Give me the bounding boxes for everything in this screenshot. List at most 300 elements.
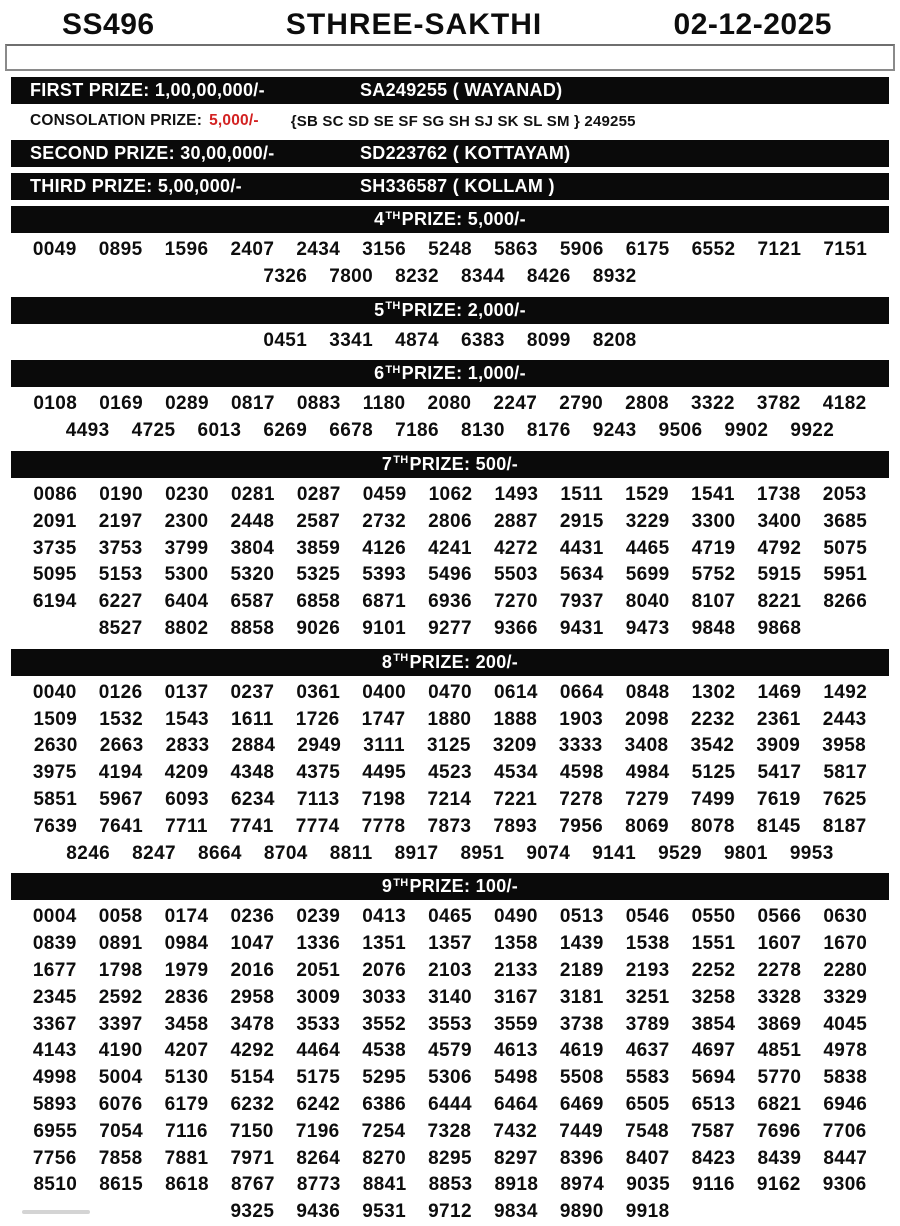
prize-section-header-8th	[11, 649, 889, 676]
prize-number: 9116	[692, 1174, 735, 1196]
prize-number: 0848	[625, 681, 670, 703]
prize-number: 3322	[691, 393, 735, 415]
prize-number: 7881	[164, 1147, 209, 1169]
prize-number: 5393	[362, 564, 407, 586]
prize-number: 6871	[362, 591, 407, 613]
prize-section-header-5th	[11, 297, 889, 324]
draw-date: 02-12-2025	[673, 8, 832, 41]
prize-number: 9366	[493, 617, 538, 639]
prize-number: 1180	[362, 393, 406, 415]
prize-number: 2949	[297, 735, 342, 757]
prize-number: 1541	[691, 483, 735, 505]
prize-number: 6383	[461, 329, 505, 351]
prize-number: 3258	[691, 986, 736, 1008]
number-row	[0, 509, 900, 536]
prize-number: 6513	[691, 1093, 736, 1115]
number-row	[0, 1146, 900, 1173]
prize-number: 3251	[625, 986, 670, 1008]
prize-number: 1596	[164, 239, 209, 260]
prize-number: 4874	[395, 329, 439, 351]
prize-number: 3397	[98, 1013, 143, 1035]
prize-number: 7756	[32, 1147, 77, 1169]
prize-number: 3400	[757, 510, 802, 532]
prize-number: 1607	[757, 933, 802, 955]
prize-number: 0839	[32, 933, 77, 955]
prize-number: 6242	[296, 1093, 341, 1115]
prize-number: 3341	[329, 329, 374, 351]
prize-number: 3869	[757, 1013, 802, 1035]
prize-numbers-7th	[0, 482, 900, 643]
prize-number: 2103	[428, 959, 472, 981]
prize-number: 2663	[99, 735, 144, 757]
prize-number: 1351	[362, 933, 407, 955]
prize-number: 6013	[197, 420, 242, 442]
prize-number: 0049	[32, 239, 77, 260]
prize-number: 1903	[559, 708, 604, 730]
prize-ordinal: 6	[374, 363, 385, 384]
prize-number: 3542	[690, 735, 735, 757]
prize-number: 3367	[32, 1013, 77, 1035]
prize-number: 8773	[296, 1174, 341, 1196]
prize-number: 7196	[295, 1120, 340, 1142]
prize-number: 5503	[493, 564, 538, 586]
prize-number: 3458	[164, 1013, 209, 1035]
prize-number: 3799	[164, 537, 209, 559]
prize-ordinal: 8	[381, 651, 393, 672]
prize-numbers-8th	[0, 680, 900, 868]
prize-number: 8099	[526, 329, 571, 351]
prize-number: 8802	[164, 617, 209, 639]
prize-number: 1670	[823, 933, 868, 955]
prize-number: 0040	[32, 681, 77, 703]
prize-numbers-9th	[0, 904, 900, 1226]
third-prize-label: THIRD PRIZE: 5,00,000/-	[30, 176, 242, 196]
third-prize-bar	[11, 173, 889, 200]
prize-number: 7449	[559, 1120, 604, 1142]
prize-number: 8618	[165, 1174, 209, 1196]
second-prize-bar	[11, 140, 889, 167]
prize-number: 2300	[164, 510, 209, 532]
prize-number: 0174	[164, 906, 209, 928]
prize-number: 8447	[823, 1147, 868, 1169]
prize-number: 8841	[362, 1174, 407, 1196]
prize-number: 8297	[493, 1147, 538, 1169]
prize-number: 2592	[98, 986, 143, 1008]
prize-number: 5300	[164, 564, 209, 586]
prize-number: 1439	[559, 933, 604, 955]
prize-number: 0451	[263, 329, 308, 351]
prize-number: 2884	[231, 735, 276, 757]
prize-number: 4579	[428, 1040, 472, 1062]
prize-number: 1611	[230, 708, 274, 730]
prize-number: 3478	[230, 1013, 275, 1035]
prize-ordinal-suffix: TH	[393, 652, 409, 665]
prize-number: 6858	[296, 591, 341, 613]
prize-number: 5498	[493, 1067, 538, 1089]
prize-number: 2808	[625, 393, 670, 415]
prize-number: 5325	[296, 564, 341, 586]
prize-amount-label: PRIZE: 1,000/-	[401, 363, 526, 384]
prize-number: 7971	[230, 1147, 275, 1169]
prize-number: 2016	[230, 959, 275, 981]
prize-number: 2232	[691, 708, 735, 730]
search-box-container	[0, 44, 900, 71]
prize-number: 5496	[428, 564, 472, 586]
prize-number: 3300	[691, 510, 736, 532]
prize-number: 3909	[756, 735, 801, 757]
prize-number: 0984	[164, 933, 209, 955]
prize-number: 6444	[428, 1093, 472, 1115]
prize-number: 8246	[66, 842, 111, 864]
prize-number: 4464	[296, 1040, 341, 1062]
prize-number: 6946	[823, 1093, 868, 1115]
prize-number: 0891	[98, 933, 143, 955]
prize-number: 3009	[296, 986, 341, 1008]
prize-number: 5295	[362, 1067, 407, 1089]
prize-numbers-6th	[0, 391, 900, 445]
prize-number: 6076	[98, 1093, 143, 1115]
prize-number: 7625	[822, 788, 867, 810]
prize-number: 2053	[822, 483, 867, 505]
prize-number: 8951	[460, 842, 505, 864]
prize-number: 4045	[823, 1013, 868, 1035]
prize-number: 1357	[428, 933, 472, 955]
prize-number: 3156	[362, 239, 407, 260]
prize-number: 3229	[625, 510, 670, 532]
prize-section-header-9th	[11, 873, 889, 900]
prize-number: 2197	[98, 510, 143, 532]
prize-number: 7186	[395, 420, 439, 442]
first-prize-winner: SA249255 ( WAYANAD)	[360, 80, 563, 100]
prize-number: 5694	[691, 1067, 736, 1089]
prize-number: 6936	[428, 591, 472, 613]
number-row	[0, 391, 900, 418]
prize-number: 2790	[559, 393, 604, 415]
prize-ordinal-suffix: TH	[385, 209, 401, 222]
number-row	[0, 616, 900, 643]
prize-number: 5851	[33, 788, 78, 810]
prize-number: 2247	[493, 393, 538, 415]
prize-number: 5893	[32, 1093, 77, 1115]
prize-number: 7270	[493, 591, 538, 613]
prize-number: 2189	[559, 959, 604, 981]
prize-number: 7279	[625, 788, 670, 810]
prize-number: 7214	[427, 788, 472, 810]
prize-number: 0190	[99, 483, 144, 505]
prize-number: 1302	[691, 681, 736, 703]
prize-number: 9801	[723, 842, 768, 864]
prize-number: 7328	[427, 1120, 472, 1142]
prize-number: 4851	[757, 1040, 802, 1062]
prize-number: 3125	[427, 735, 471, 757]
prize-number: 7326	[263, 265, 308, 287]
prize-number: 4292	[230, 1040, 275, 1062]
prize-number: 9902	[724, 420, 769, 442]
prize-number: 2193	[625, 959, 670, 981]
prize-number: 4209	[164, 762, 209, 784]
prize-number: 7054	[99, 1120, 144, 1142]
prize-number: 1532	[99, 708, 144, 730]
prize-number: 0459	[362, 483, 407, 505]
prize-number: 4598	[559, 762, 604, 784]
prize-number: 9529	[658, 842, 702, 864]
prize-number: 1469	[757, 681, 802, 703]
prize-number: 2280	[823, 959, 868, 981]
prize-number: 3753	[98, 537, 143, 559]
prize-number: 2051	[296, 959, 341, 981]
prize-number: 8932	[592, 265, 637, 287]
prize-ordinal-suffix: TH	[393, 454, 409, 467]
prize-number: 7893	[493, 815, 538, 837]
prize-number: 8918	[494, 1174, 539, 1196]
number-row	[0, 589, 900, 616]
prize-number: 8187	[822, 815, 867, 837]
prize-number: 5752	[691, 564, 736, 586]
prize-number: 0883	[296, 393, 341, 415]
prize-number: 5951	[823, 564, 868, 586]
prize-number: 7116	[165, 1120, 208, 1142]
prize-number: 5915	[757, 564, 802, 586]
prize-number: 3140	[428, 986, 472, 1008]
prize-number: 7150	[229, 1120, 274, 1142]
prize-number: 3111	[363, 735, 406, 757]
prize-number: 0614	[493, 681, 538, 703]
prize-number: 5817	[823, 762, 868, 784]
prize-number: 4538	[362, 1040, 407, 1062]
prize-number: 4182	[822, 393, 867, 415]
prize-numbers-5th	[0, 328, 900, 355]
prize-number: 9868	[757, 617, 802, 639]
prize-number: 0169	[99, 393, 144, 415]
prize-number: 4719	[691, 537, 736, 559]
prize-amount-label: PRIZE: 100/-	[409, 876, 519, 897]
prize-number: 9712	[428, 1201, 472, 1223]
prize-number: 8510	[33, 1174, 78, 1196]
prize-number: 2098	[625, 708, 670, 730]
prize-number: 4431	[559, 537, 604, 559]
prize-number: 2587	[296, 510, 341, 532]
prize-number: 5130	[164, 1067, 209, 1089]
prize-number: 1509	[33, 708, 78, 730]
prize-number: 8527	[98, 617, 143, 639]
prize-number: 5248	[428, 239, 472, 260]
prize-number: 3685	[823, 510, 868, 532]
prize-number: 6179	[164, 1093, 209, 1115]
prize-number: 6821	[757, 1093, 802, 1115]
prize-number: 3975	[32, 762, 77, 784]
number-row	[0, 760, 900, 787]
prize-number: 8107	[691, 591, 736, 613]
prize-number: 1738	[756, 483, 801, 505]
prize-number: 2434	[296, 239, 341, 260]
prize-number: 8069	[625, 815, 670, 837]
prize-number: 0126	[98, 681, 143, 703]
prize-number: 8396	[559, 1147, 604, 1169]
number-row	[0, 1199, 900, 1226]
prize-number: 9035	[626, 1174, 671, 1196]
prize-number: 5863	[493, 239, 538, 260]
prize-number: 9506	[658, 420, 703, 442]
prize-number: 7121	[757, 239, 802, 260]
number-row	[0, 264, 900, 291]
prize-number: 2732	[362, 510, 407, 532]
prize-number: 3804	[230, 537, 275, 559]
number-row	[0, 814, 900, 841]
prize-number: 1358	[493, 933, 538, 955]
prize-number: 1062	[428, 483, 473, 505]
prize-number: 1538	[625, 933, 670, 955]
prize-number: 0236	[230, 906, 275, 928]
draw-number: SS496	[62, 8, 155, 41]
consolation-label: CONSOLATION PRIZE:	[30, 112, 203, 129]
prize-number: 5699	[625, 564, 670, 586]
prize-number: 6234	[230, 788, 275, 810]
prize-number: 5306	[428, 1067, 472, 1089]
search-input[interactable]	[5, 44, 895, 71]
prize-number: 6587	[230, 591, 275, 613]
prize-number: 5175	[296, 1067, 341, 1089]
prize-number: 7221	[493, 788, 538, 810]
prize-number: 9531	[362, 1201, 407, 1223]
prize-number: 0400	[362, 681, 407, 703]
prize-number: 8858	[230, 617, 275, 639]
number-row	[0, 958, 900, 985]
prize-number: 1798	[98, 959, 143, 981]
number-row	[0, 841, 900, 868]
prize-number: 3181	[559, 986, 604, 1008]
prize-number: 6232	[230, 1093, 275, 1115]
prize-number: 7113	[296, 788, 340, 810]
prize-number: 0895	[98, 239, 143, 260]
prize-number: 7198	[361, 788, 406, 810]
prize-number: 8974	[560, 1174, 605, 1196]
prize-number: 3854	[691, 1013, 736, 1035]
third-prize-winner: SH336587 ( KOLLAM )	[360, 176, 555, 196]
prize-number: 3735	[32, 537, 77, 559]
prize-number: 2278	[757, 959, 802, 981]
prize-number: 4697	[691, 1040, 736, 1062]
number-row	[0, 418, 900, 445]
prize-number: 3782	[756, 393, 801, 415]
prize-number: 8247	[132, 842, 177, 864]
prize-number: 0289	[165, 393, 209, 415]
prize-number: 0058	[98, 906, 143, 928]
prize-number: 9918	[625, 1201, 670, 1223]
prize-number: 4143	[32, 1040, 77, 1062]
prize-number: 3333	[558, 735, 603, 757]
prize-number: 8208	[592, 329, 637, 351]
prize-number: 6505	[625, 1093, 670, 1115]
prize-number: 5004	[98, 1067, 143, 1089]
prize-number: 4207	[164, 1040, 209, 1062]
prize-number: 8439	[757, 1147, 802, 1169]
number-row	[0, 1038, 900, 1065]
prize-numbers-4th	[0, 237, 900, 291]
prize-number: 7741	[229, 815, 274, 837]
prize-number: 0237	[230, 681, 275, 703]
prize-number: 7858	[98, 1147, 143, 1169]
prize-number: 1880	[427, 708, 472, 730]
prize-number: 0546	[625, 906, 670, 928]
prize-number: 8767	[230, 1174, 275, 1196]
number-row	[0, 680, 900, 707]
prize-number: 9026	[296, 617, 341, 639]
prize-number: 6227	[98, 591, 143, 613]
number-row	[0, 787, 900, 814]
second-prize-winner: SD223762 ( KOTTAYAM)	[360, 143, 571, 163]
prize-ordinal-suffix: TH	[385, 300, 401, 313]
prize-amount-label: PRIZE: 2,000/-	[401, 299, 526, 320]
prize-number: 8040	[625, 591, 670, 613]
prize-number: 9243	[592, 420, 637, 442]
prize-number: 5075	[823, 537, 868, 559]
prize-number: 2448	[230, 510, 275, 532]
prize-number: 4375	[296, 762, 341, 784]
prize-number: 1888	[493, 708, 538, 730]
prize-number: 0137	[164, 681, 209, 703]
prize-number: 7639	[33, 815, 78, 837]
prize-number: 5906	[559, 239, 604, 260]
prize-number: 8407	[625, 1147, 670, 1169]
prize-number: 7278	[559, 788, 604, 810]
prize-number: 5154	[230, 1067, 275, 1089]
prize-number: 4978	[823, 1040, 868, 1062]
prize-number: 4998	[32, 1067, 77, 1089]
prize-number: 2958	[230, 986, 275, 1008]
prize-number: 9473	[625, 617, 670, 639]
prize-number: 0566	[757, 906, 802, 928]
prize-number: 2345	[32, 986, 77, 1008]
prize-number: 7800	[329, 265, 374, 287]
prize-number: 8295	[428, 1147, 472, 1169]
prize-number: 2915	[559, 510, 604, 532]
prize-number: 0470	[428, 681, 472, 703]
prize-number: 8270	[362, 1147, 407, 1169]
prize-number: 9325	[230, 1201, 275, 1223]
prize-number: 8664	[198, 842, 242, 864]
prize-number: 7778	[361, 815, 406, 837]
prize-number: 4523	[428, 762, 472, 784]
prize-number: 0817	[230, 393, 275, 415]
prize-number: 8145	[756, 815, 801, 837]
prize-number: 3329	[823, 986, 868, 1008]
prize-number: 8176	[526, 420, 571, 442]
prize-number: 6552	[691, 239, 736, 260]
prize-number: 8344	[461, 265, 505, 287]
prize-number: 7873	[427, 815, 472, 837]
prize-number: 7711	[165, 815, 208, 837]
prize-number: 5838	[823, 1067, 868, 1089]
number-row	[0, 1119, 900, 1146]
prize-number: 1493	[494, 483, 539, 505]
prize-number: 7641	[99, 815, 144, 837]
number-row	[0, 1065, 900, 1092]
prize-number: 6386	[362, 1093, 407, 1115]
prize-number: 8264	[296, 1147, 341, 1169]
prize-number: 5320	[230, 564, 275, 586]
prize-number: 2630	[33, 735, 78, 757]
prize-number: 2407	[230, 239, 275, 260]
number-row	[0, 328, 900, 355]
prize-number: 5417	[757, 762, 802, 784]
prize-number: 7774	[295, 815, 340, 837]
scan-artifact	[22, 1210, 90, 1214]
prize-number: 3859	[296, 537, 341, 559]
prize-number: 0239	[296, 906, 341, 928]
prize-number: 4465	[625, 537, 670, 559]
prize-amount-label: PRIZE: 500/-	[409, 453, 519, 474]
prize-number: 7432	[493, 1120, 538, 1142]
